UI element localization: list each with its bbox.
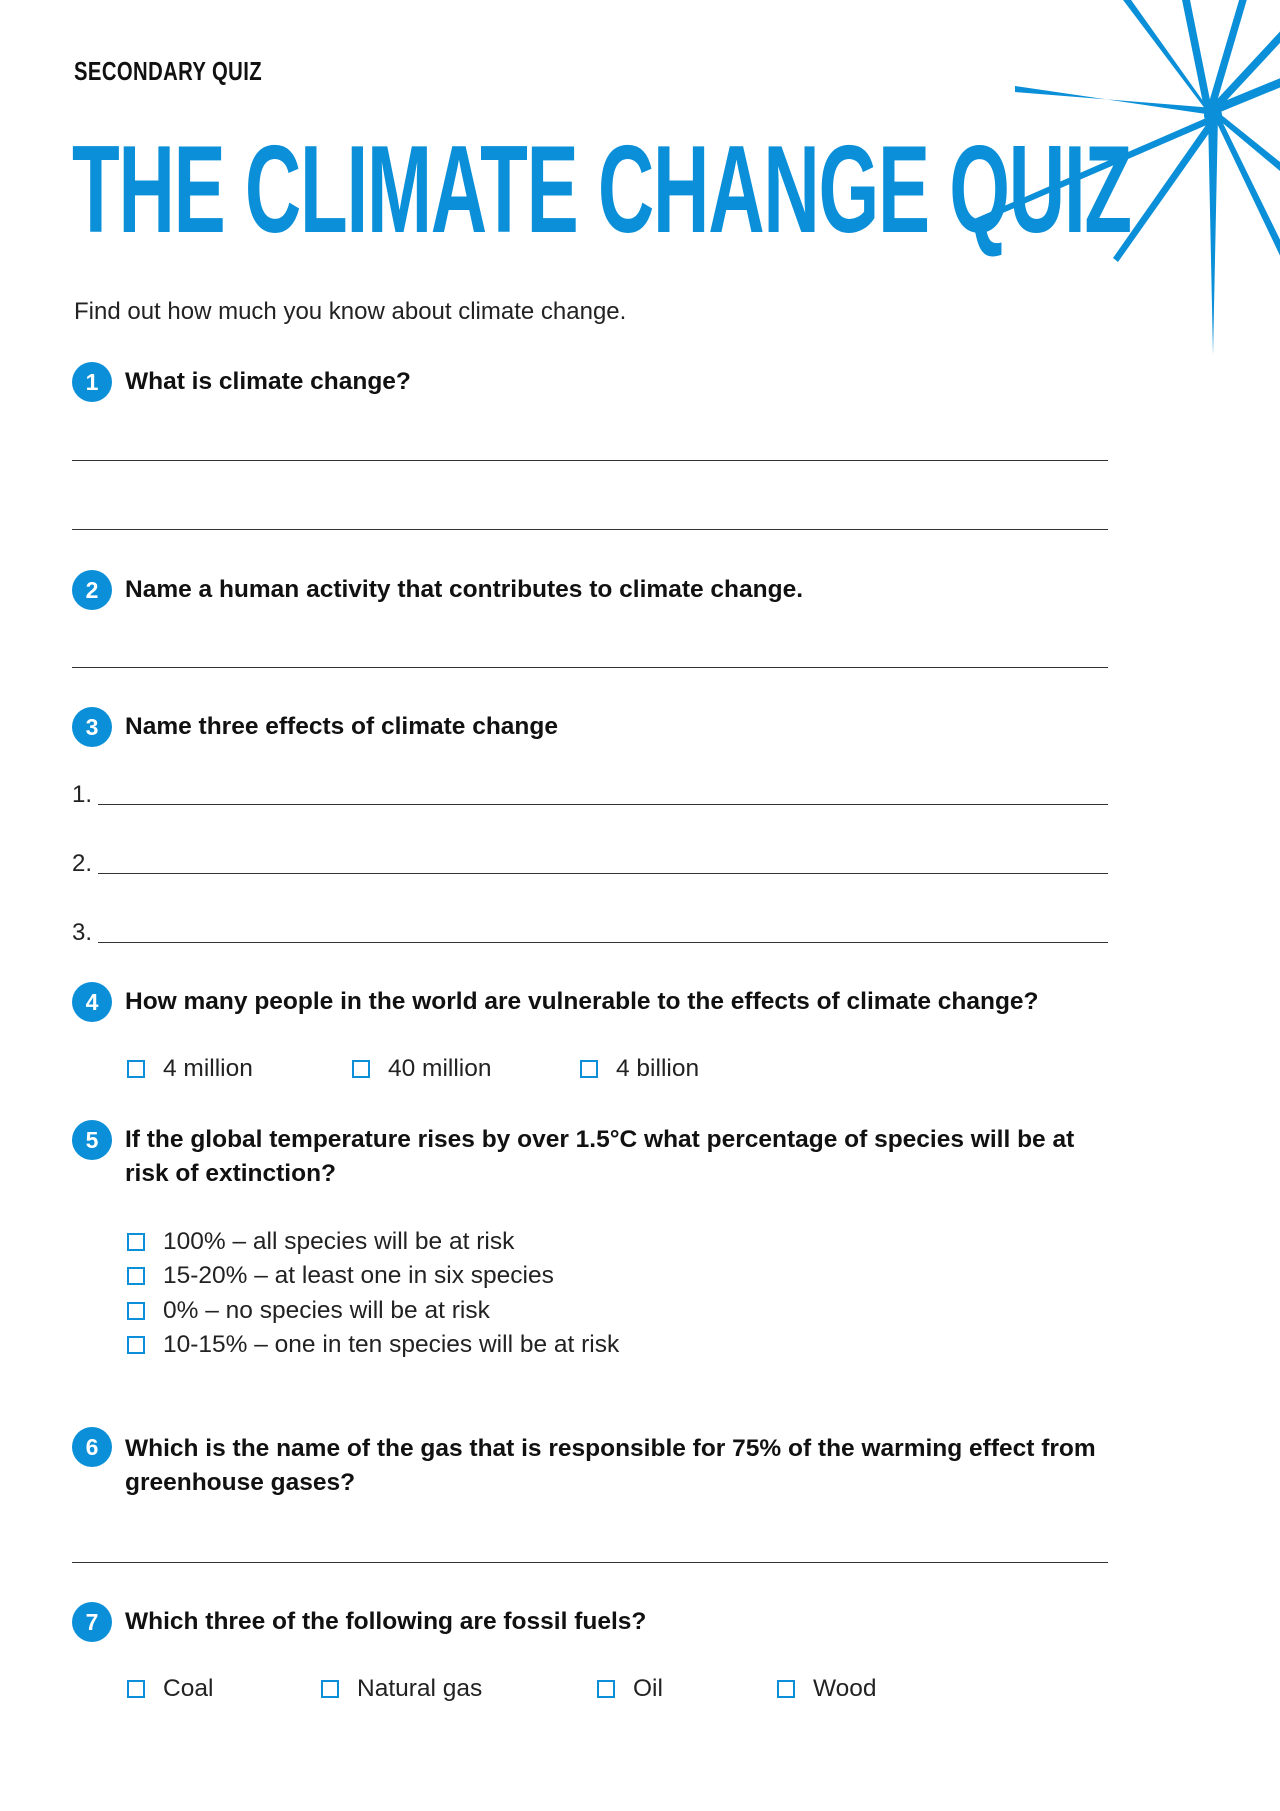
question-number-badge: 2 xyxy=(72,570,112,610)
question-text: Name three effects of climate change xyxy=(125,713,558,740)
option-checkbox[interactable] xyxy=(321,1675,482,1703)
option-label: 15-20% – at least one in six species xyxy=(163,1262,554,1289)
option-checkbox[interactable] xyxy=(127,1297,490,1325)
question-text: Which three of the following are fossil fuels? xyxy=(125,1608,647,1635)
answer-line[interactable] xyxy=(98,873,1108,874)
question-text: If the global temperature rises by over 1.5°C what percentage of species will be at risk of extinction? xyxy=(125,1126,1075,1187)
checkbox-icon[interactable] xyxy=(127,1336,145,1354)
option-label: 10-15% – one in ten species will be at risk xyxy=(163,1331,620,1358)
answer-line[interactable] xyxy=(72,529,1108,530)
option-checkbox[interactable] xyxy=(127,1228,514,1256)
question-text: Which is the name of the gas that is responsible for 75% of the warming effect from greenhouse gases? xyxy=(125,1435,1096,1496)
checkbox-icon[interactable] xyxy=(127,1680,145,1698)
option-checkbox[interactable] xyxy=(127,1055,253,1083)
option-label: 4 million xyxy=(163,1055,253,1082)
kicker-label: SECONDARY QUIZ xyxy=(74,56,263,86)
answer-line[interactable] xyxy=(98,804,1108,805)
question-number-badge: 1 xyxy=(72,362,112,402)
checkbox-icon[interactable] xyxy=(127,1267,145,1285)
answer-line[interactable] xyxy=(72,460,1108,461)
answer-line-label: 1. xyxy=(72,781,93,808)
option-label: Wood xyxy=(813,1675,877,1702)
intro-text: Find out how much you know about climate change. xyxy=(74,298,627,325)
question-number-badge: 3 xyxy=(72,707,112,747)
option-checkbox[interactable] xyxy=(127,1262,554,1290)
question-number-badge: 5 xyxy=(72,1120,112,1160)
checkbox-icon[interactable] xyxy=(777,1680,795,1698)
checkbox-icon[interactable] xyxy=(597,1680,615,1698)
option-label: Coal xyxy=(163,1675,214,1702)
question-number-badge: 4 xyxy=(72,982,112,1022)
option-label: 4 billion xyxy=(616,1055,700,1082)
option-label: Oil xyxy=(633,1675,663,1702)
question-number-badge: 7 xyxy=(72,1602,112,1642)
checkbox-icon[interactable] xyxy=(580,1060,598,1078)
checkbox-icon[interactable] xyxy=(321,1680,339,1698)
answer-line[interactable] xyxy=(72,667,1108,668)
option-checkbox[interactable] xyxy=(580,1055,699,1083)
option-checkbox[interactable] xyxy=(777,1675,877,1703)
question-text: How many people in the world are vulnerable to the effects of climate change? xyxy=(125,988,1039,1015)
option-label: Natural gas xyxy=(357,1675,483,1702)
option-checkbox[interactable] xyxy=(352,1055,492,1083)
checkbox-icon[interactable] xyxy=(127,1060,145,1078)
answer-line[interactable] xyxy=(72,1562,1108,1563)
checkbox-icon[interactable] xyxy=(127,1302,145,1320)
question-text: What is climate change? xyxy=(125,368,411,395)
checkbox-icon[interactable] xyxy=(352,1060,370,1078)
page-title: THE CLIMATE CHANGE QUIZ xyxy=(72,121,1131,259)
option-label: 40 million xyxy=(388,1055,492,1082)
option-checkbox[interactable] xyxy=(127,1331,619,1359)
option-checkbox[interactable] xyxy=(127,1675,213,1703)
option-checkbox[interactable] xyxy=(597,1675,663,1703)
checkbox-icon[interactable] xyxy=(127,1233,145,1251)
answer-line-label: 3. xyxy=(72,919,93,946)
question-text: Name a human activity that contributes to climate change. xyxy=(125,576,803,603)
answer-line[interactable] xyxy=(98,942,1108,943)
option-label: 0% – no species will be at risk xyxy=(163,1297,490,1324)
question-number-badge: 6 xyxy=(72,1427,112,1467)
answer-line-label: 2. xyxy=(72,850,93,877)
option-label: 100% – all species will be at risk xyxy=(163,1228,515,1255)
